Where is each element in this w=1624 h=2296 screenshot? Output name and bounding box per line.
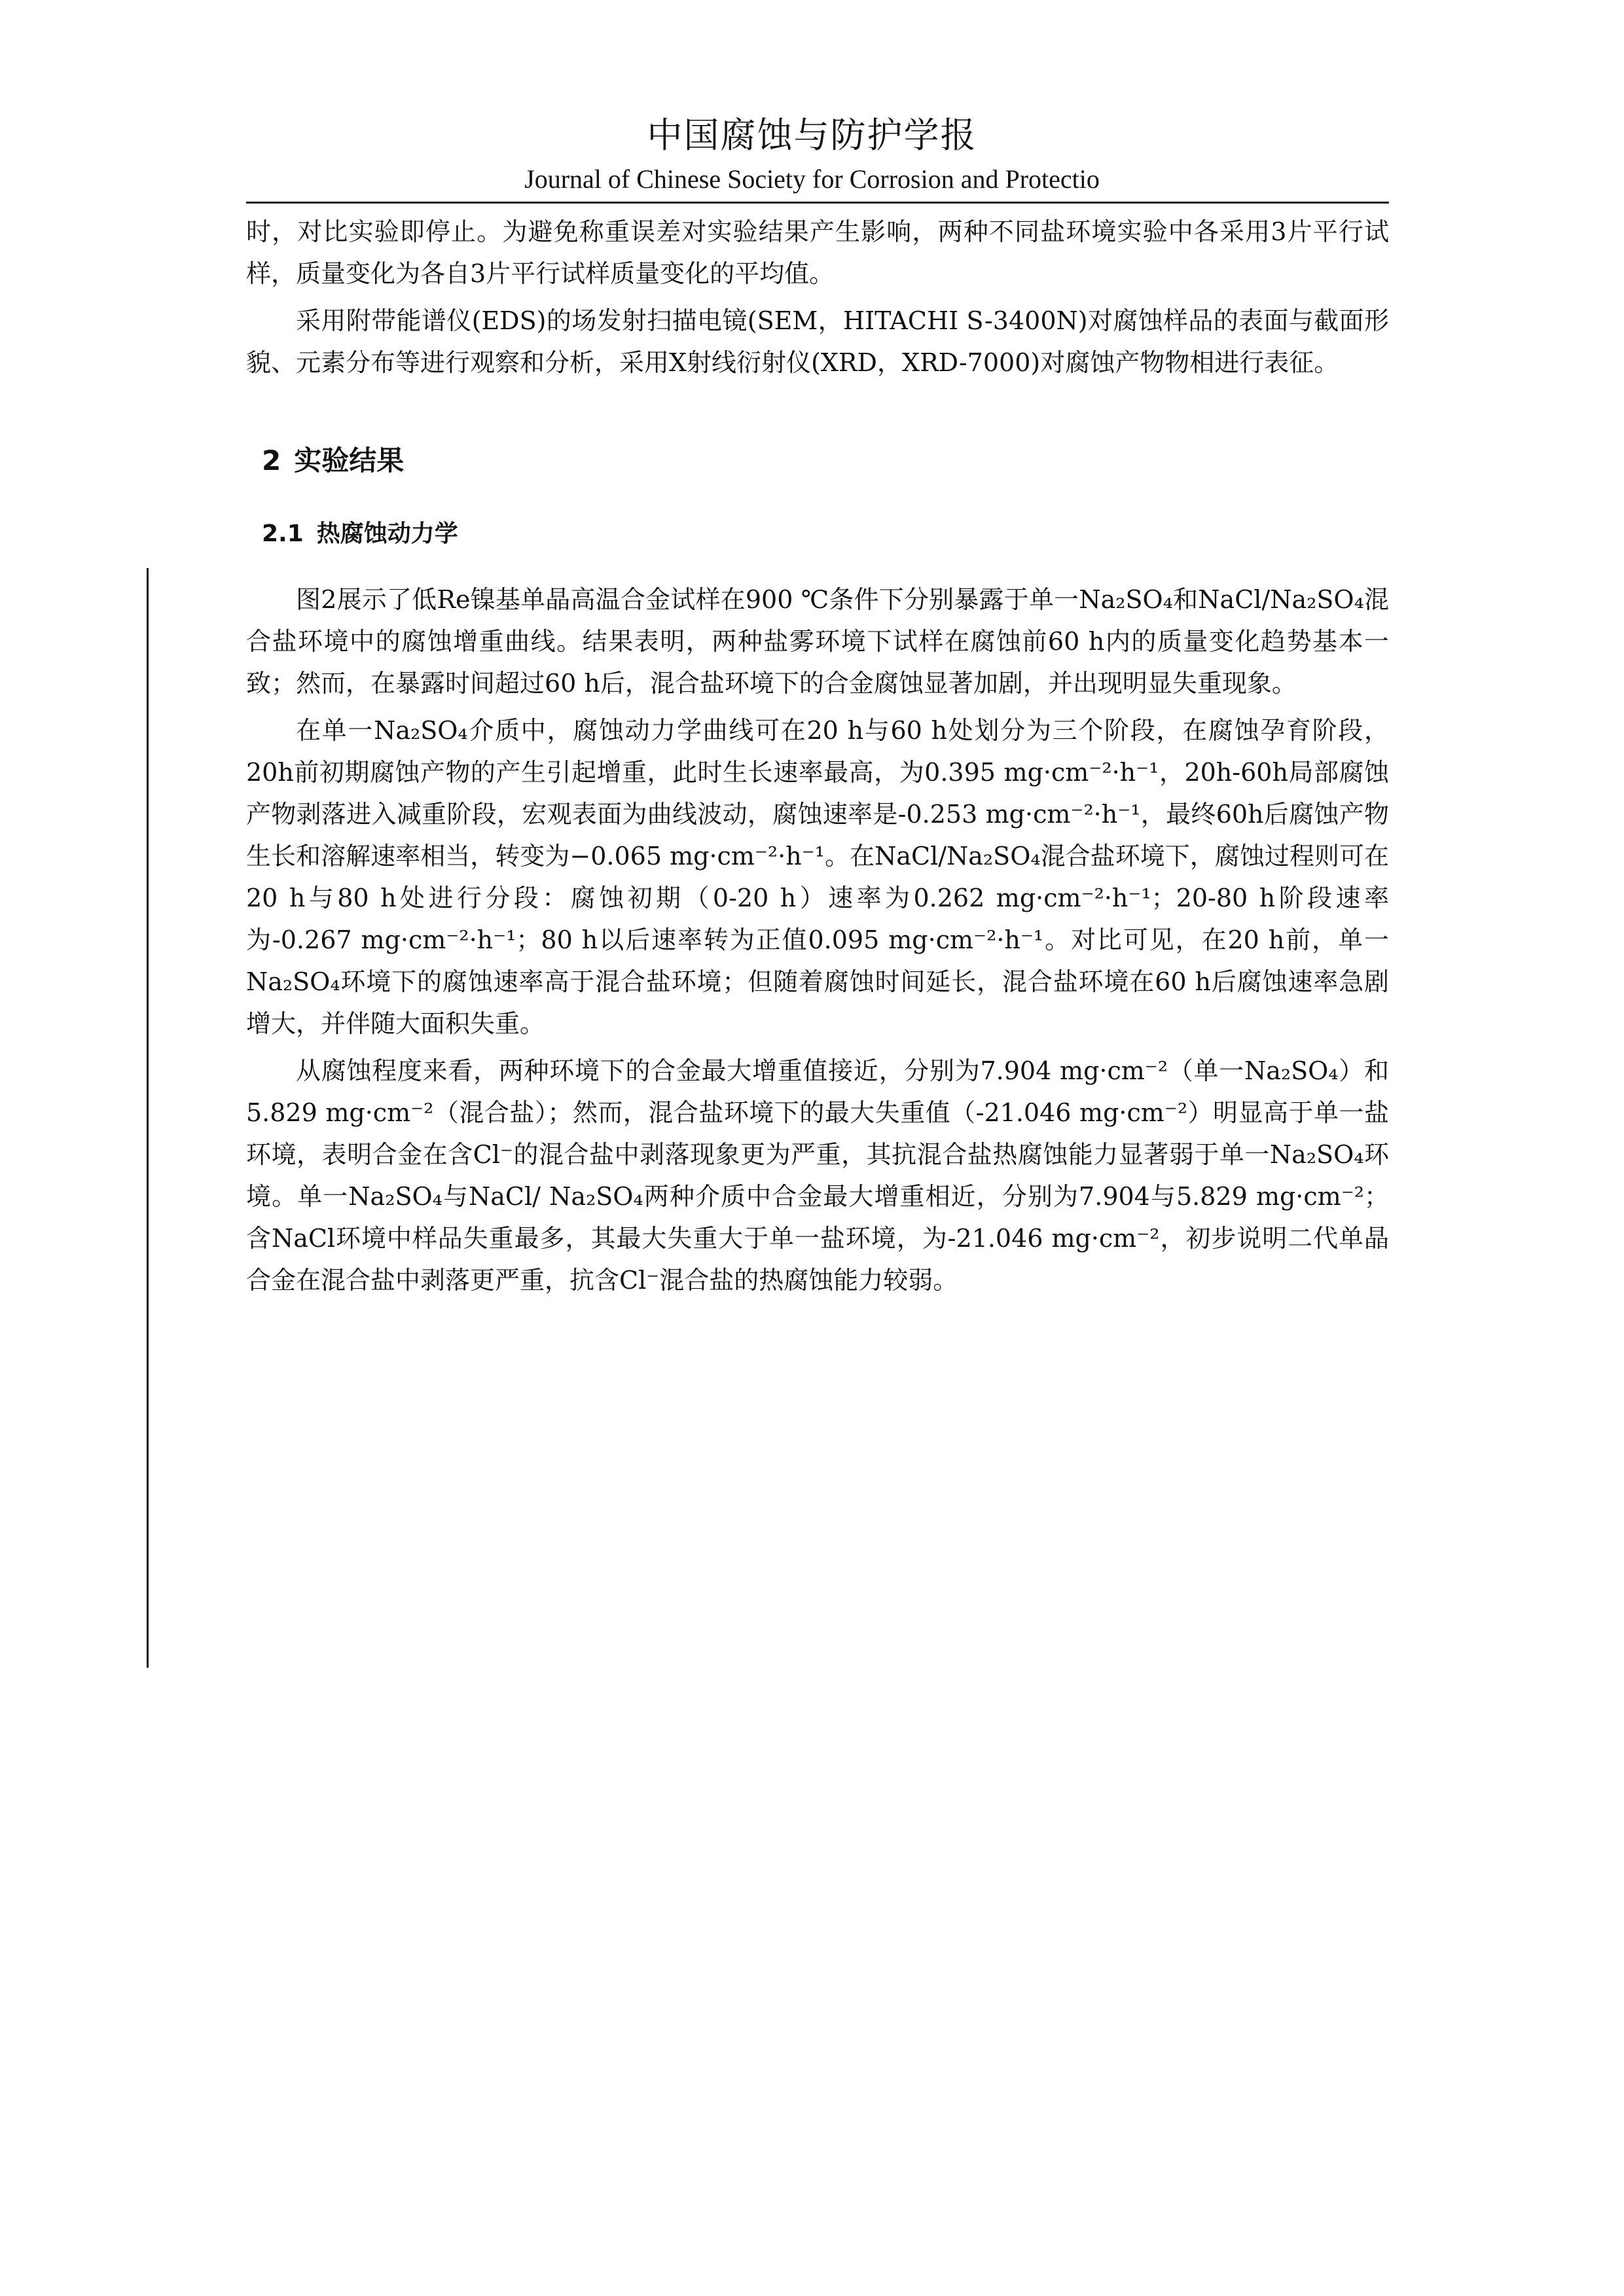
section-heading <box>262 440 1389 482</box>
paragraph-intro-1: 时，对比实验即停止。为避免称重误差对实验结果产生影响，两种不同盐环境实验中各采用3片平行试样，质量变化为各自3片平行试样质量变化的平均值。 <box>246 217 1389 288</box>
section-number: 2 <box>262 444 281 476</box>
journal-subtitle: Journal of Chinese Society for Corrosion and Protectio <box>524 164 1100 194</box>
subsection-heading <box>262 516 1389 552</box>
section-title: 实验结果 <box>294 444 405 476</box>
subsection-title: 热腐蚀动力学 <box>316 520 458 547</box>
paragraph-result-2: 在单一Na₂SO₄介质中，腐蚀动力学曲线可在20 h与60 h处划分为三个阶段，在腐蚀孕育阶段，20h前初期腐蚀产物的产生引起增重，此时生长速率最高，为0.395 mg·cm⁻²·h⁻¹，20h-60h局部腐蚀产物剥落进入减重阶段，宏观表面为曲线波动，腐蚀速率是-0.253 mg·cm⁻²·h⁻¹，最终60h后腐蚀产物生长和溶解速率相当，转变为−0.065 mg·cm⁻²·h⁻¹。在NaCl/Na₂SO₄混合盐环境下，腐蚀过程则可在20 h与80 h处进行分段：腐蚀初期（0-20 h）速率为0.262 mg·cm⁻²·h⁻¹；20-80 h阶段速率为-0.267 mg·cm⁻²·h⁻¹；80 h以后速率转为正值0.095 mg·cm⁻²·h⁻¹。对比可见，在20 h前，单一Na₂SO₄环境下的腐蚀速率高于混合盐环境；但随着腐蚀时间延长，混合盐环境在60 h后腐蚀速率急剧增大，并伴随大面积失重。 <box>246 716 1389 1038</box>
subsection-number: 2.1 <box>262 520 304 547</box>
paragraph-result-1: 图2展示了低Re镍基单晶高温合金试样在900 ℃条件下分别暴露于单一Na₂SO₄和NaCl/Na₂SO₄混合盐环境中的腐蚀增重曲线。结果表明，两种盐雾环境下试样在腐蚀前60 h内的质量变化趋势基本一致；然而，在暴露时间超过60 h后，混合盐环境下的合金腐蚀显著加剧，并出现明显失重现象。 <box>246 585 1389 698</box>
journal-title: 中国腐蚀与防护学报 <box>647 115 977 156</box>
revision-margin-bar <box>147 568 149 1668</box>
paragraph-result-3: 从腐蚀程度来看，两种环境下的合金最大增重值接近，分别为7.904 mg·cm⁻²（单一Na₂SO₄）和5.829 mg·cm⁻²（混合盐）；然而，混合盐环境下的最大失重值（-21.046 mg·cm⁻²）明显高于单一盐环境，表明合金在含Cl⁻的混合盐中剥落现象更为严重，其抗混合盐热腐蚀能力显著弱于单一Na₂SO₄环境。单一Na₂SO₄与NaCl/ Na₂SO₄两种介质中合金最大增重相近，分别为7.904与5.829 mg·cm⁻²；含NaCl环境中样品失重最多，其最大失重大于单一盐环境，为-21.046 mg·cm⁻²，初步说明二代单晶合金在混合盐中剥落更严重，抗含Cl⁻混合盐的热腐蚀能力较弱。 <box>246 1056 1389 1295</box>
article-body <box>246 211 1389 1301</box>
header-divider <box>246 202 1389 204</box>
paragraph-intro-2: 采用附带能谱仪(EDS)的场发射扫描电镜(SEM，HITACHI S-3400N)对腐蚀样品的表面与截面形貌、元素分布等进行观察和分析，采用X射线衍射仪(XRD，XRD-7000)对腐蚀产物物相进行表征。 <box>246 306 1389 377</box>
